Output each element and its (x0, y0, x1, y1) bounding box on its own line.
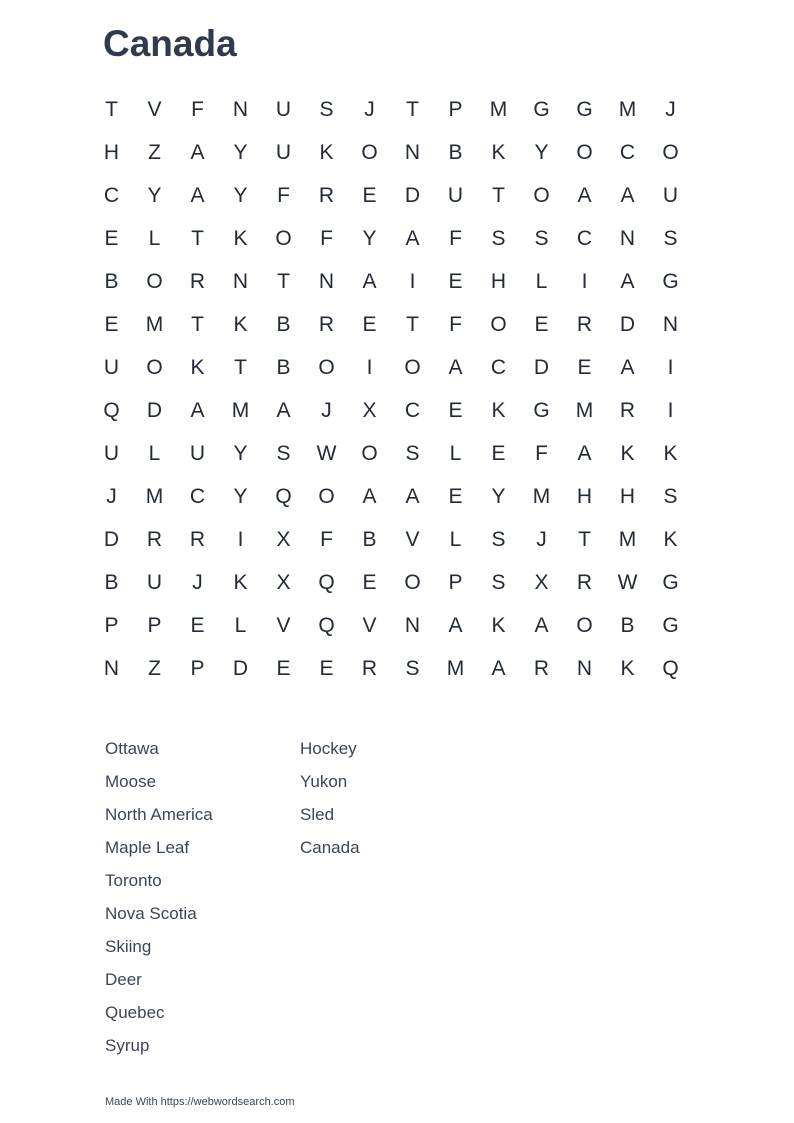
letter-grid (90, 88, 692, 690)
grid-letter: Q (103, 398, 120, 422)
grid-letter: D (103, 527, 120, 551)
grid-letter: S (491, 527, 506, 551)
grid-letter: B (362, 527, 377, 551)
grid-letter: H (103, 140, 120, 164)
word-list (105, 736, 360, 1066)
grid-letter: R (318, 312, 335, 336)
grid-letter: E (491, 441, 506, 465)
grid-letter: H (576, 484, 593, 508)
grid-letter: E (362, 312, 377, 336)
grid-letter: T (578, 527, 591, 551)
grid-letter: N (576, 656, 593, 680)
grid-letter: E (362, 570, 377, 594)
grid-letter: M (446, 656, 465, 680)
grid-letter: J (665, 97, 676, 121)
grid-letter: A (448, 355, 463, 379)
grid-letter: Y (233, 183, 248, 207)
grid-row (90, 260, 692, 303)
grid-row (90, 604, 692, 647)
grid-letter: S (405, 441, 420, 465)
grid-row (90, 432, 692, 475)
grid-letter: I (409, 269, 416, 293)
grid-letter: Y (147, 183, 162, 207)
grid-letter: G (576, 97, 593, 121)
word-list-column-2 (300, 736, 360, 1066)
grid-letter: O (361, 140, 378, 164)
grid-letter: E (448, 269, 463, 293)
word-list-item: Skiing (105, 937, 152, 956)
grid-letter: P (448, 97, 463, 121)
grid-letter: D (146, 398, 163, 422)
grid-letter: N (318, 269, 335, 293)
grid-row (90, 346, 692, 389)
grid-letter: Y (233, 140, 248, 164)
grid-letter: L (148, 226, 161, 250)
grid-letter: T (277, 269, 290, 293)
grid-letter: A (190, 140, 205, 164)
grid-letter: O (490, 312, 507, 336)
grid-letter: O (361, 441, 378, 465)
grid-letter: S (319, 97, 334, 121)
word-list-item: Toronto (105, 871, 162, 890)
grid-letter: K (491, 140, 506, 164)
grid-letter: U (103, 441, 120, 465)
grid-letter: O (318, 355, 335, 379)
grid-letter: F (449, 312, 462, 336)
grid-letter: E (276, 656, 291, 680)
grid-letter: U (189, 441, 206, 465)
grid-letter: T (234, 355, 247, 379)
grid-letter: A (190, 183, 205, 207)
grid-letter: N (404, 613, 421, 637)
word-list-item: Nova Scotia (105, 904, 197, 923)
grid-letter: R (576, 312, 593, 336)
grid-letter: Z (148, 656, 161, 680)
grid-letter: N (404, 140, 421, 164)
grid-letter: E (448, 484, 463, 508)
grid-letter: K (233, 570, 248, 594)
grid-letter: P (104, 613, 119, 637)
grid-letter: O (576, 613, 593, 637)
grid-letter: G (533, 97, 550, 121)
grid-letter: R (318, 183, 335, 207)
grid-letter: T (406, 312, 419, 336)
grid-letter: F (320, 527, 333, 551)
grid-letter: D (619, 312, 636, 336)
grid-letter: E (577, 355, 592, 379)
grid-letter: J (364, 97, 375, 121)
grid-letter: O (533, 183, 550, 207)
grid-letter: J (321, 398, 332, 422)
grid-letter: V (362, 613, 377, 637)
grid-letter: U (662, 183, 679, 207)
grid-letter: R (189, 527, 206, 551)
grid-letter: Y (233, 484, 248, 508)
grid-letter: X (276, 527, 291, 551)
grid-letter: I (581, 269, 588, 293)
grid-letter: Q (318, 613, 335, 637)
word-list-item: Sled (300, 805, 335, 824)
grid-letter: U (146, 570, 163, 594)
grid-letter: A (405, 484, 420, 508)
grid-row (90, 518, 692, 561)
grid-letter: R (189, 269, 206, 293)
grid-letter: C (490, 355, 507, 379)
grid-letter: G (662, 613, 679, 637)
grid-letter: S (663, 226, 678, 250)
grid-letter: K (663, 527, 678, 551)
grid-letter: A (620, 355, 635, 379)
grid-letter: L (449, 441, 462, 465)
grid-letter: M (145, 484, 164, 508)
grid-row (90, 174, 692, 217)
grid-letter: F (277, 183, 290, 207)
grid-letter: D (232, 656, 249, 680)
grid-letter: K (620, 656, 635, 680)
grid-row (90, 647, 692, 690)
grid-letter: J (192, 570, 203, 594)
grid-letter: C (576, 226, 593, 250)
grid-letter: B (104, 570, 119, 594)
grid-letter: M (618, 97, 637, 121)
grid-letter: X (534, 570, 549, 594)
grid-letter: S (276, 441, 291, 465)
grid-row (90, 561, 692, 604)
word-list-item: Quebec (105, 1003, 165, 1022)
grid-letter: O (404, 570, 421, 594)
grid-letter: K (491, 398, 506, 422)
grid-letter: R (619, 398, 636, 422)
grid-letter: R (576, 570, 593, 594)
grid-letter: S (491, 226, 506, 250)
grid-letter: V (276, 613, 291, 637)
grid-letter: E (190, 613, 205, 637)
grid-letter: O (404, 355, 421, 379)
grid-row (90, 389, 692, 432)
grid-letter: K (620, 441, 635, 465)
grid-letter: P (147, 613, 162, 637)
grid-letter: E (104, 226, 119, 250)
grid-letter: A (577, 441, 592, 465)
grid-letter: F (320, 226, 333, 250)
grid-letter: Y (362, 226, 377, 250)
grid-letter: K (190, 355, 205, 379)
grid-letter: S (405, 656, 420, 680)
grid-letter: L (148, 441, 161, 465)
grid-letter: N (619, 226, 636, 250)
grid-letter: T (191, 312, 204, 336)
word-list-item: Ottawa (105, 739, 159, 758)
grid-letter: O (146, 355, 163, 379)
grid-letter: F (449, 226, 462, 250)
grid-letter: W (617, 570, 638, 594)
grid-letter: R (533, 656, 550, 680)
grid-row (90, 88, 692, 131)
grid-letter: M (145, 312, 164, 336)
word-list-item: Syrup (105, 1036, 150, 1055)
grid-letter: E (319, 656, 334, 680)
grid-letter: O (576, 140, 593, 164)
grid-letter: G (533, 398, 550, 422)
word-list-item: Maple Leaf (105, 838, 190, 857)
grid-letter: R (361, 656, 378, 680)
grid-letter: G (662, 570, 679, 594)
grid-letter: Q (318, 570, 335, 594)
grid-letter: M (618, 527, 637, 551)
grid-letter: N (103, 656, 120, 680)
grid-letter: L (234, 613, 247, 637)
grid-letter: X (362, 398, 377, 422)
grid-letter: U (447, 183, 464, 207)
grid-letter: A (491, 656, 506, 680)
grid-letter: O (318, 484, 335, 508)
grid-letter: L (535, 269, 548, 293)
grid-letter: A (577, 183, 592, 207)
grid-row (90, 217, 692, 260)
grid-letter: Q (662, 656, 679, 680)
footer-credit: Made With https://webwordsearch.com (105, 1096, 295, 1108)
grid-letter: E (534, 312, 549, 336)
grid-letter: K (233, 226, 248, 250)
word-list-column-1 (105, 736, 300, 1066)
grid-letter: H (619, 484, 636, 508)
grid-letter: B (104, 269, 119, 293)
grid-letter: B (448, 140, 463, 164)
grid-letter: A (448, 613, 463, 637)
grid-letter: V (405, 527, 420, 551)
grid-letter: H (490, 269, 507, 293)
grid-letter: E (448, 398, 463, 422)
grid-letter: C (103, 183, 120, 207)
grid-letter: Z (148, 140, 161, 164)
grid-letter: K (233, 312, 248, 336)
grid-letter: K (663, 441, 678, 465)
grid-letter: K (319, 140, 334, 164)
word-list-item: Deer (105, 970, 142, 989)
grid-letter: X (276, 570, 291, 594)
grid-letter: L (449, 527, 462, 551)
grid-letter: N (232, 269, 249, 293)
grid-letter: B (276, 355, 291, 379)
grid-row (90, 131, 692, 174)
grid-letter: U (103, 355, 120, 379)
grid-letter: A (620, 183, 635, 207)
grid-letter: F (191, 97, 204, 121)
grid-letter: O (146, 269, 163, 293)
page-title: Canada (103, 23, 237, 64)
grid-letter: J (106, 484, 117, 508)
grid-letter: I (667, 355, 674, 379)
grid-letter: F (535, 441, 548, 465)
grid-letter: J (536, 527, 547, 551)
word-list-item: Canada (300, 838, 360, 857)
grid-letter: N (232, 97, 249, 121)
word-list-item: North America (105, 805, 213, 824)
grid-letter: Y (233, 441, 248, 465)
grid-letter: B (276, 312, 291, 336)
grid-letter: A (362, 269, 377, 293)
grid-letter: U (275, 97, 292, 121)
grid-letter: A (276, 398, 291, 422)
grid-letter: Y (534, 140, 549, 164)
grid-letter: P (448, 570, 463, 594)
grid-row (90, 303, 692, 346)
word-list-item: Hockey (300, 739, 357, 758)
grid-letter: M (575, 398, 594, 422)
grid-letter: S (534, 226, 549, 250)
grid-letter: D (533, 355, 550, 379)
grid-letter: C (404, 398, 421, 422)
grid-letter: R (146, 527, 163, 551)
grid-letter: D (404, 183, 421, 207)
grid-letter: E (104, 312, 119, 336)
grid-letter: V (147, 97, 162, 121)
grid-letter: A (362, 484, 377, 508)
grid-letter: K (491, 613, 506, 637)
grid-letter: C (619, 140, 636, 164)
word-list-item: Moose (105, 772, 157, 791)
grid-letter: A (405, 226, 420, 250)
grid-letter: E (362, 183, 377, 207)
grid-letter: W (316, 441, 337, 465)
grid-letter: B (620, 613, 635, 637)
grid-letter: I (237, 527, 244, 551)
grid-letter: S (663, 484, 678, 508)
grid-letter: Q (275, 484, 292, 508)
grid-letter: T (492, 183, 505, 207)
grid-letter: G (662, 269, 679, 293)
grid-letter: U (275, 140, 292, 164)
grid-row (90, 475, 692, 518)
grid-letter: S (491, 570, 506, 594)
grid-letter: Y (491, 484, 506, 508)
grid-letter: A (620, 269, 635, 293)
grid-letter: C (189, 484, 206, 508)
grid-letter: M (532, 484, 551, 508)
grid-letter: P (190, 656, 205, 680)
grid-letter: T (105, 97, 118, 121)
grid-letter: I (667, 398, 674, 422)
grid-letter: I (366, 355, 373, 379)
grid-letter: A (534, 613, 549, 637)
grid-letter: O (275, 226, 292, 250)
grid-letter: T (191, 226, 204, 250)
grid-letter: M (489, 97, 508, 121)
word-list-item: Yukon (300, 772, 348, 791)
grid-letter: T (406, 97, 419, 121)
grid-letter: O (662, 140, 679, 164)
grid-letter: M (231, 398, 250, 422)
grid-letter: A (190, 398, 205, 422)
grid-letter: N (662, 312, 679, 336)
